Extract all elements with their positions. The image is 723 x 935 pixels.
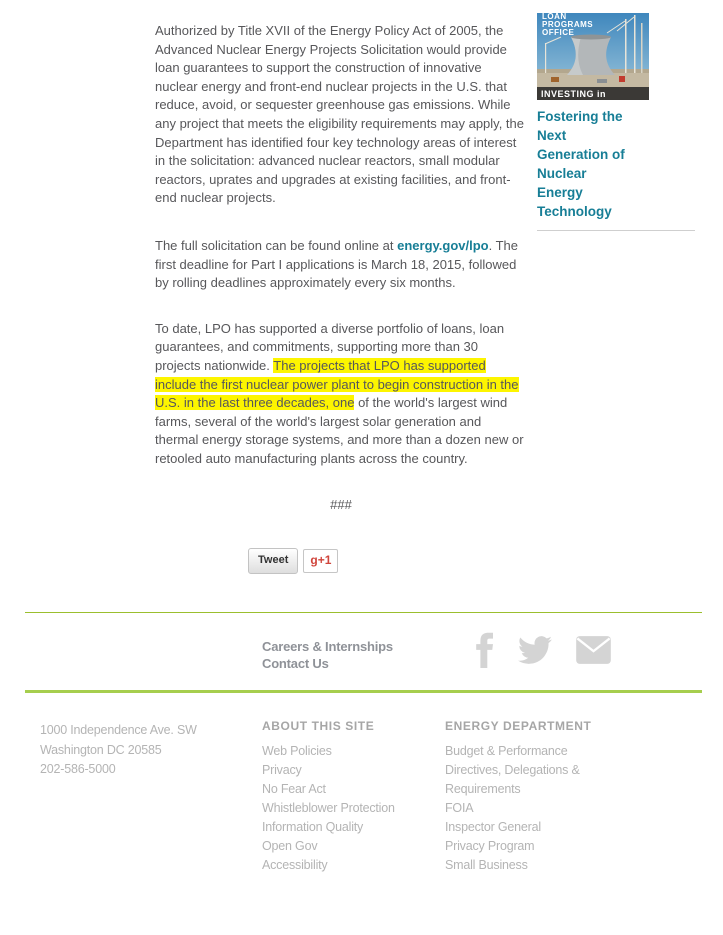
- footer-address-column: [40, 721, 197, 780]
- whistleblower-protection-link[interactable]: Whistleblower Protection: [262, 801, 395, 815]
- paragraph-2-text-after: . The first deadline for Part I applications is March 18, 2015, followed by rolling deadlines approximately every six months.: [155, 237, 518, 291]
- energy-gov-lpo-link[interactable]: energy.gov/lpo: [397, 237, 489, 253]
- sidebar-divider: [537, 230, 695, 231]
- paragraph-2-text: The full solicitation can be found online at: [155, 237, 398, 253]
- paragraph-1: Authorized by Title XVII of the Energy Policy Act of 2005, the Advanced Nuclear Energy Projects Solicitation would provide loan guarantees to support the construction of innovative nuclear energy and front-end nuclear projects in the U.S. that reduce, avoid, or sequester greenhouse gas emissions. While any project that meets the eligibility requirements may apply, the Department has identified four key technology areas of interest in the solicitation: advanced nuclear reactors, small modular reactors, uprates and upgrades at existing facilities, and front-end nuclear projects.: [155, 23, 524, 206]
- thumbnail-overlay-line1: LOAN: [542, 13, 567, 21]
- google-plus-one-button[interactable]: g+1: [303, 549, 338, 573]
- article-body: [155, 22, 527, 574]
- related-article-link[interactable]: Fostering the Next Generation of Nuclear Energy Technology: [537, 109, 625, 219]
- tweet-button[interactable]: Tweet: [248, 548, 298, 574]
- footer-energy-department-column: [445, 719, 613, 875]
- footer-bottom-rule: [25, 690, 702, 693]
- paragraph-3-text-after: of the world's largest wind farms, several of the world's largest solar generation and thermal energy storage systems, and more than a dozen new or retooled auto manufacturing plants across the country.: [155, 395, 524, 466]
- careers-internships-link[interactable]: Careers & Internships: [262, 639, 393, 654]
- facebook-icon[interactable]: [473, 632, 495, 668]
- web-policies-link[interactable]: Web Policies: [262, 744, 332, 758]
- footer-mid-links: [262, 638, 393, 672]
- paragraph-3-text: To date, LPO has supported a diverse portfolio of loans, loan guarantees, and commitments, supporting more than 30 projects nationwide.: [155, 320, 505, 373]
- paragraph-2: [155, 237, 527, 293]
- small-business-link[interactable]: Small Business: [445, 858, 528, 872]
- directives-delegations-link[interactable]: Directives, Delegations & Requirements: [445, 763, 580, 796]
- thumbnail-overlay-line2: PROGRAMS: [542, 20, 594, 29]
- address-line-2: Washington DC 20585: [40, 742, 162, 757]
- footer-top-rule: [25, 612, 702, 613]
- about-this-site-header: ABOUT THIS SITE: [262, 719, 375, 733]
- address-line-1: 1000 Independence Ave. SW: [40, 723, 197, 737]
- information-quality-link[interactable]: Information Quality: [262, 820, 364, 834]
- loan-programs-office-thumbnail[interactable]: [537, 13, 649, 100]
- energy-department-header: ENERGY DEPARTMENT: [445, 719, 592, 733]
- budget-performance-link[interactable]: Budget & Performance: [445, 744, 568, 758]
- address-phone: 202-586-5000: [40, 762, 116, 776]
- no-fear-act-link[interactable]: No Fear Act: [262, 782, 326, 796]
- open-gov-link[interactable]: Open Gov: [262, 839, 318, 853]
- end-of-release-marker: ###: [330, 497, 352, 513]
- privacy-program-link[interactable]: Privacy Program: [445, 839, 535, 853]
- inspector-general-link[interactable]: Inspector General: [445, 820, 541, 834]
- foia-link[interactable]: FOIA: [445, 801, 474, 815]
- email-icon[interactable]: [575, 635, 612, 665]
- thumbnail-overlay-line3: OFFICE: [542, 28, 575, 37]
- highlighted-text: The projects that LPO has supported include the first nuclear power plant to begin construction in the U.S. in the last three decades, one: [155, 357, 519, 411]
- related-article-sidebar: [537, 13, 697, 231]
- privacy-link[interactable]: Privacy: [262, 763, 302, 777]
- share-buttons: [248, 548, 527, 574]
- footer-social-icons: [473, 632, 612, 668]
- footer-about-column: [262, 719, 395, 875]
- thumbnail-overlay-bottom: INVESTING in: [541, 89, 607, 99]
- twitter-icon[interactable]: [516, 633, 554, 667]
- paragraph-3: [155, 320, 527, 469]
- accessibility-link[interactable]: Accessibility: [262, 858, 328, 872]
- contact-us-link[interactable]: Contact Us: [262, 656, 329, 671]
